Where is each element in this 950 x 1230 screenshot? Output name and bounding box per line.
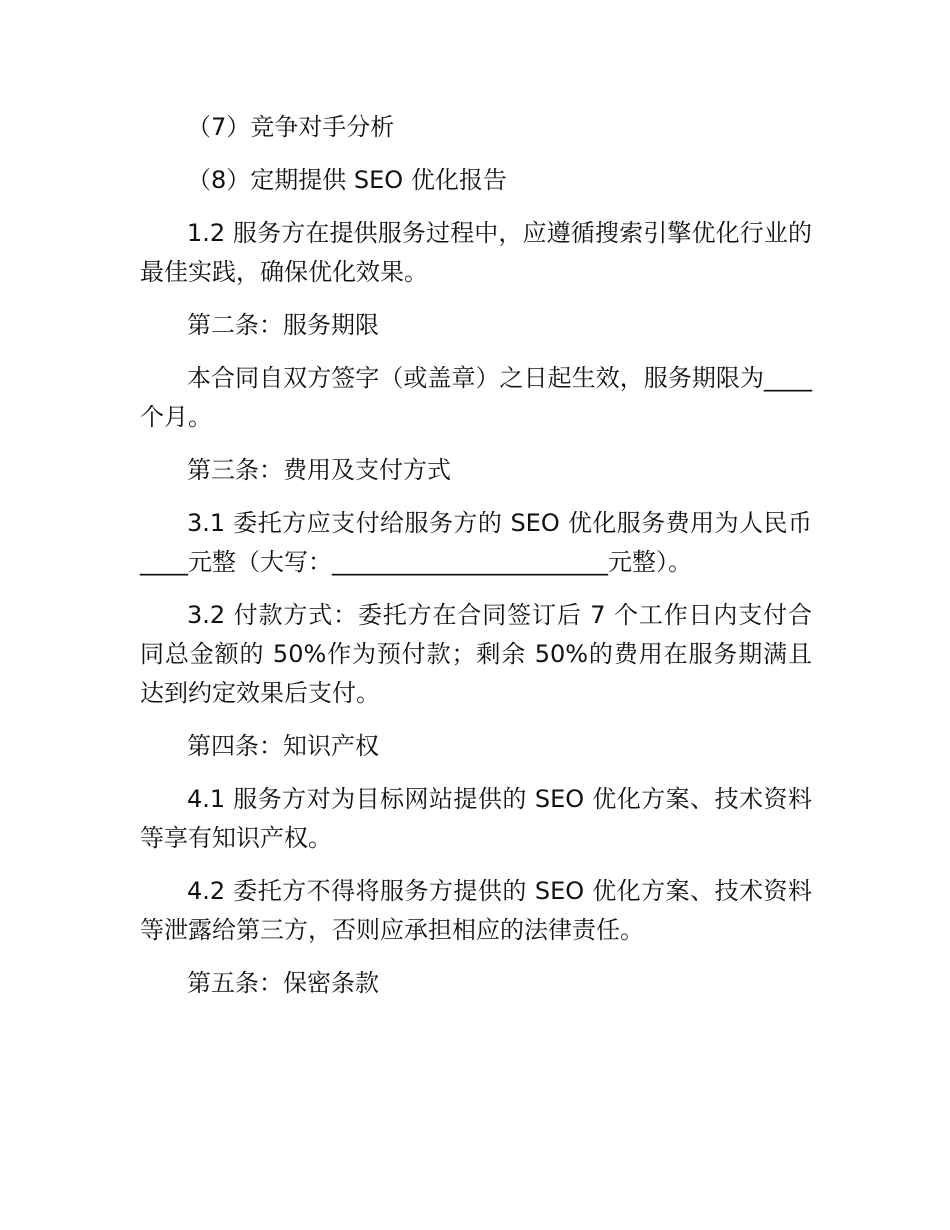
article-3-heading: 第三条：费用及支付方式 xyxy=(187,456,451,484)
list-item-8: （8）定期提供 SEO 优化报告 xyxy=(187,166,507,194)
list-item-7: （7）竞争对手分析 xyxy=(187,113,395,141)
article-4-heading: 第四条：知识产权 xyxy=(187,732,379,760)
article-2-body: 本合同自双方签字（或盖章）之日起生效，服务期限为____个月。 xyxy=(140,364,812,431)
clause-3-1: 3.1 委托方应支付给服务方的 SEO 优化服务费用为人民币____元整（大写：_______________________元整）。 xyxy=(140,509,812,576)
article-5-heading: 第五条：保密条款 xyxy=(187,969,379,997)
document-page xyxy=(140,108,812,1017)
clause-1-2: 1.2 服务方在提供服务过程中，应遵循搜索引擎优化行业的最佳实践，确保优化效果。 xyxy=(140,219,812,286)
clause-3-2: 3.2 付款方式：委托方在合同签订后 7 个工作日内支付合同总金额的 50%作为预付款；剩余 50%的费用在服务期满且达到约定效果后支付。 xyxy=(140,601,812,707)
clause-4-1: 4.1 服务方对为目标网站提供的 SEO 优化方案、技术资料等享有知识产权。 xyxy=(140,785,812,852)
clause-4-2: 4.2 委托方不得将服务方提供的 SEO 优化方案、技术资料等泄露给第三方，否则应承担相应的法律责任。 xyxy=(140,877,812,944)
article-2-heading: 第二条：服务期限 xyxy=(187,311,379,339)
